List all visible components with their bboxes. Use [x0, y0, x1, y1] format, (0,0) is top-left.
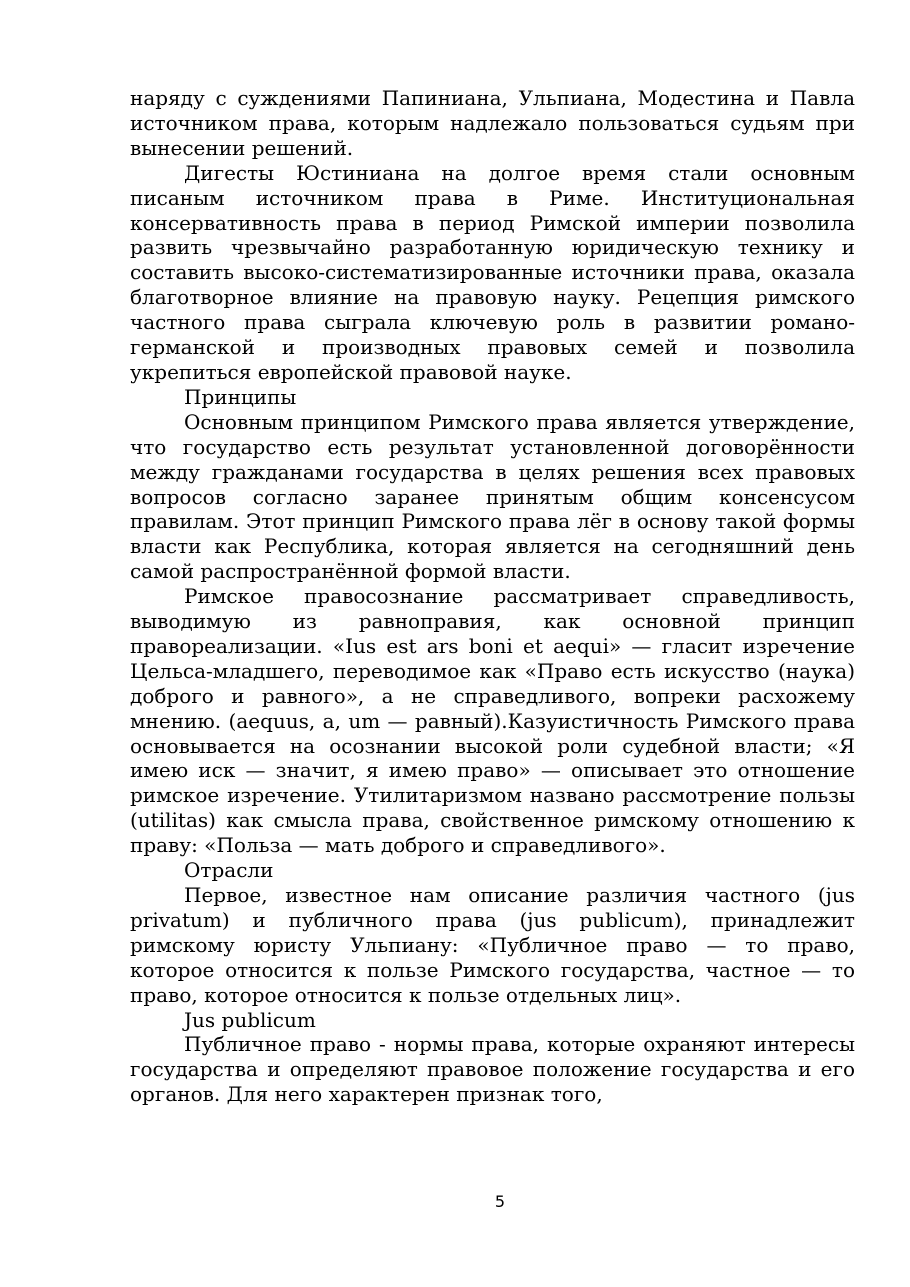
paragraph-main-principle: Основным принципом Римского права является утверждение, что государство есть результат установленной договорённости между гражданами государства в целях решения всех правовых вопросов согласно заранее принятым общим консенсусом правилам. Этот принцип Римского права лёг в основу такой формы власти как Республика, которая является на сегодняшний день самой распространённой формой власти.: [130, 409, 855, 584]
document-page: [130, 86, 855, 1107]
paragraph-digests: Дигесты Юстиниана на долгое время стали основным писаным источником права в Риме. Институциональная консервативность права в период Римской империи позволила развить чрезвычайно разработанную юридическую технику и составить высоко-систематизированные источники права, оказала благотворное влияние на правовую науку. Рецепция римского частного права сыграла ключевую роль в развитии романо-германской и производных правовых семей и позволила укрепиться европейской правовой науке.: [130, 160, 855, 384]
section-heading-jus-publicum: Jus publicum: [184, 1007, 316, 1032]
paragraph-public-law: Публичное право - нормы права, которые охраняют интересы государства и определяют правовое положение государства и его органов. Для него характерен признак того,: [130, 1032, 855, 1107]
paragraph-private-public: Первое, известное нам описание различия частного (jus privatum) и публичного права (jus publicum), принадлежит римскому юристу Ульпиану: «Публичное право — то право, которое относится к пользе Римского государства, частное — то право, которое относится к пользе отдельных лиц».: [130, 883, 855, 1007]
section-heading-branches: Отрасли: [184, 858, 274, 883]
paragraph-continued: наряду с суждениями Папиниана, Ульпиана, Модестина и Павла источником права, которым надлежало пользоваться судьям при вынесении решений.: [130, 86, 855, 160]
page-number: 5: [494, 1192, 506, 1211]
section-heading-principles: Принципы: [184, 384, 297, 409]
paragraph-justice: Римское правосознание рассматривает справедливость, выводимую из равноправия, как основной принцип правореализации. «Ius est ars boni et aequi» — гласит изречение Цельса-младшего, переводимое как «Право есть искусство (наука) доброго и равного», а не справедливого, вопреки расхожему мнению. (aequus, a, um — равный).Казуистичность Римского права основывается на осознании высокой роли судебной власти; «Я имею иск — значит, я имею право» — описывает это отношение римское изречение. Утилитаризмом названо рассмотрение пользы (utilitas) как смысла права, свойственное римскому отношению к праву: «Польза — мать доброго и справедливого».: [130, 584, 855, 858]
